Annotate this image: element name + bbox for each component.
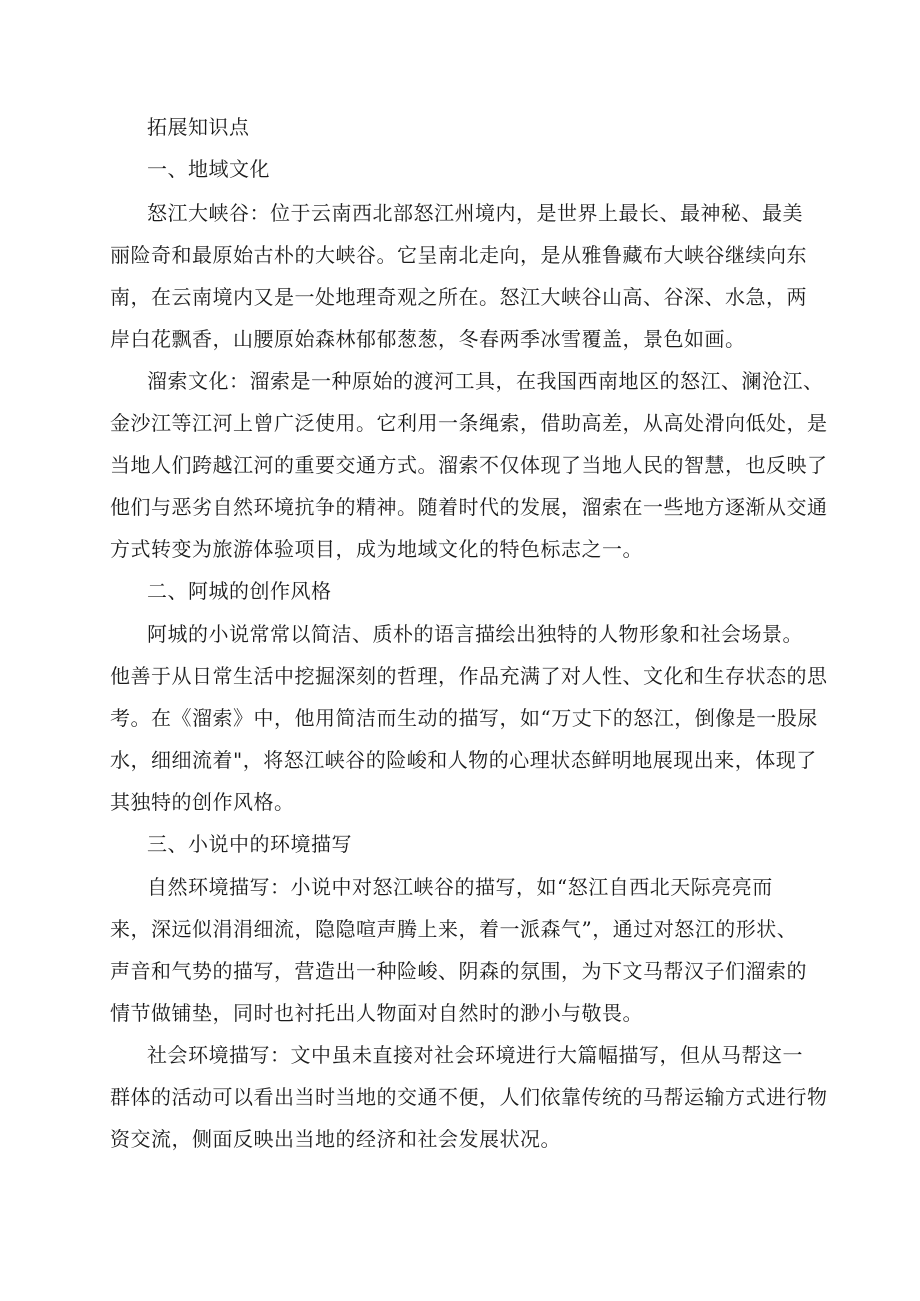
text-line: 南，在云南境内又是一处地理奇观之所在。怒江大峡谷山高、谷深、水急，两 (110, 285, 807, 309)
text-line: 岸白花飘香，山腰原始森林郁郁葱葱，冬春两季冰雪覆盖，景色如画。 (110, 327, 746, 351)
text-line: 水，细细流着"，将怒江峡谷的险峻和人物的心理状态鲜明地展现出来，体现了 (110, 748, 817, 772)
text-line: 怒江大峡谷：位于云南西北部怒江州境内，是世界上最长、最神秘、最美 (147, 201, 803, 225)
text-line: 当地人们跨越江河的重要交通方式。溜索不仅体现了当地人民的智慧，也反映了 (110, 453, 828, 477)
text-line: 阿城的小说常常以简洁、质朴的语言描绘出独特的人物形象和社会场景。 (147, 622, 803, 646)
text-line: 声音和气势的描写，营造出一种险峻、阴森的氛围，为下文马帮汉子们溜索的 (110, 959, 807, 983)
text-line: 社会环境描写：文中虽未直接对社会环境进行大篇幅描写，但从马帮这一 (147, 1043, 803, 1067)
text-line: 情节做铺垫，同时也衬托出人物面对自然时的渺小与敬畏。 (110, 1001, 643, 1025)
text-line: 溜索文化：溜索是一种原始的渡河工具，在我国西南地区的怒江、澜沧江、 (147, 369, 824, 393)
text-line: 其独特的创作风格。 (110, 790, 295, 814)
section-title-environment: 三、小说中的环境描写 (147, 832, 352, 856)
text-line: 金沙江等江河上曾广泛使用。它利用一条绳索，借助高差，从高处滑向低处，是 (110, 411, 828, 435)
text-line: 自然环境描写：小说中对怒江峡谷的描写，如“怒江自西北天际亮亮而 (147, 875, 773, 899)
text-line: 他们与恶劣自然环境抗争的精神。随着时代的发展，溜索在一些地方逐渐从交通 (110, 495, 828, 519)
section-title-regional-culture: 一、地域文化 (147, 157, 270, 181)
page-heading: 拓展知识点 (147, 115, 250, 139)
text-line: 他善于从日常生活中挖掘深刻的哲理，作品充满了对人性、文化和生存状态的思 (110, 664, 828, 688)
text-line: 丽险奇和最原始古朴的大峡谷。它呈南北走向，是从雅鲁藏布大峡谷继续向东 (110, 243, 807, 267)
text-line: 资交流，侧面反映出当地的经济和社会发展状况。 (110, 1127, 561, 1151)
section-title-acheng-style: 二、阿城的创作风格 (147, 579, 332, 603)
text-line: 来，深远似涓涓细流，隐隐喧声腾上来，着一派森气”，通过对怒江的形状、 (110, 917, 798, 941)
text-line: 群体的活动可以看出当时当地的交通不便，人们依靠传统的马帮运输方式进行物 (110, 1085, 828, 1109)
text-line: 考。在《溜索》中，他用简洁而生动的描写，如“万丈下的怒江，倒像是一股尿 (110, 706, 818, 730)
text-line: 方式转变为旅游体验项目，成为地域文化的特色标志之一。 (110, 537, 643, 561)
